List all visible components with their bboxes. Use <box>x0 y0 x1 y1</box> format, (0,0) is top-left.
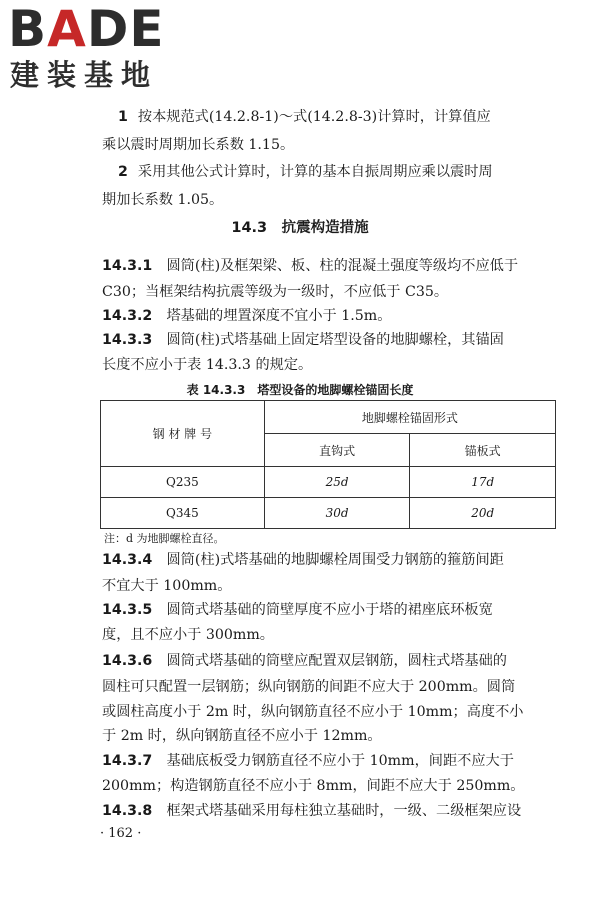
table-cell-hook: 25d <box>264 467 410 498</box>
table-cell-hook: 30d <box>264 498 410 529</box>
clause-14-3-8: 14.3.8 框架式塔基础采用每柱独立基础时，一级、二级框架应设 <box>102 803 522 819</box>
anchor-length-table <box>100 400 556 529</box>
clause-14-3-7: 14.3.7 基础底板受力钢筋直径不应小于 10mm，间距不应大于 <box>102 753 514 769</box>
logo-wordmark: BADE <box>8 0 165 58</box>
clause-14-3-4: 14.3.4 圆筒(柱)式塔基础的地脚螺栓周围受力钢筋的箍筋间距 <box>102 552 504 568</box>
clause-14-3-7-cont: 200mm；构造钢筋直径不应小于 8mm，间距不应大于 250mm。 <box>102 778 525 794</box>
header-plate-type: 锚板式 <box>410 434 556 467</box>
page-number: · 162 · <box>100 826 142 841</box>
clause-14-3-1-cont: C30；当框架结构抗震等级为一级时，不应低于 C35。 <box>102 284 449 300</box>
table-note: 注：d 为地脚螺栓直径。 <box>104 532 225 545</box>
bade-logo <box>8 0 178 94</box>
table-cell-grade: Q345 <box>101 498 265 529</box>
item-1-line-1: 1 按本规范式(14.2.8-1)～式(14.2.8-3)计算时，计算值应 <box>118 109 491 125</box>
clause-14-3-4-cont: 不宜大于 100mm。 <box>102 578 232 594</box>
table-cell-plate: 20d <box>410 498 556 529</box>
clause-14-3-5-cont: 度，且不应小于 300mm。 <box>102 627 274 643</box>
clause-14-3-5: 14.3.5 圆筒式塔基础的筒壁厚度不应小于塔的裙座底环板宽 <box>102 602 493 618</box>
table-caption: 表 14.3.3 塔型设备的地脚螺栓锚固长度 <box>186 383 414 397</box>
section-title: 14.3 抗震构造措施 <box>231 220 369 236</box>
header-steel-grade: 钢 材 牌 号 <box>101 401 265 467</box>
clause-14-3-6-cont-2: 或圆柱高度小于 2m 时，纵向钢筋直径不应小于 10mm；高度不小 <box>102 704 524 720</box>
table-cell-grade: Q235 <box>101 467 265 498</box>
clause-14-3-3: 14.3.3 圆筒(柱)式塔基础上固定塔型设备的地脚螺栓，其锚固 <box>102 332 504 348</box>
clause-14-3-6-cont-3: 于 2m 时，纵向钢筋直径不应小于 12mm。 <box>102 728 382 744</box>
item-1-line-2: 乘以震时周期加长系数 1.15。 <box>102 137 295 153</box>
header-hook-type: 直钩式 <box>264 434 410 467</box>
clause-14-3-3-cont: 长度不应小于表 14.3.3 的规定。 <box>102 357 313 373</box>
clause-14-3-1: 14.3.1 圆筒(柱)及框架梁、板、柱的混凝土强度等级均不应低于 <box>102 258 519 274</box>
table-cell-plate: 17d <box>410 467 556 498</box>
item-2-line-1: 2 采用其他公式计算时，计算的基本自振周期应乘以震时周 <box>118 164 493 180</box>
clause-14-3-6: 14.3.6 圆筒式塔基础的筒壁应配置双层钢筋，圆柱式塔基础的 <box>102 653 507 669</box>
item-2-line-2: 期加长系数 1.05。 <box>102 192 224 208</box>
clause-14-3-6-cont-1: 圆柱可只配置一层钢筋；纵向钢筋的间距不应大于 200mm。圆筒 <box>102 679 516 695</box>
logo-subtitle: 建装基地 <box>10 58 159 92</box>
clause-14-3-2: 14.3.2 塔基础的埋置深度不宜小于 1.5m。 <box>102 308 392 324</box>
header-anchor-form: 地脚螺栓锚固形式 <box>264 401 555 434</box>
